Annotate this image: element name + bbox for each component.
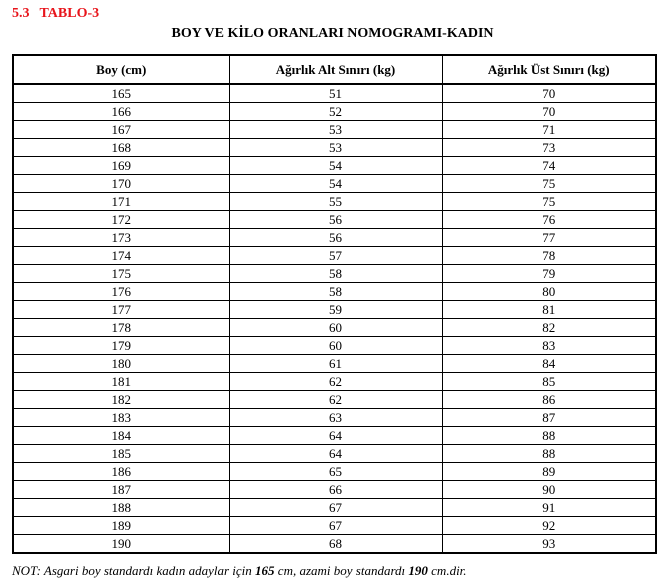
cell-height: 177 — [13, 301, 229, 319]
section-table-label: TABLO-3 — [39, 6, 100, 21]
cell-height: 187 — [13, 481, 229, 499]
cell-weight-min: 62 — [229, 391, 442, 409]
cell-height: 174 — [13, 247, 229, 265]
cell-weight-max: 90 — [442, 481, 656, 499]
cell-weight-max: 83 — [442, 337, 656, 355]
cell-weight-min: 61 — [229, 355, 442, 373]
table-row — [13, 283, 656, 301]
table-body — [13, 84, 656, 553]
note-suffix: cm.dir. — [427, 563, 467, 578]
cell-height: 170 — [13, 175, 229, 193]
table-row — [13, 427, 656, 445]
cell-weight-max: 70 — [442, 103, 656, 121]
table-row — [13, 337, 656, 355]
cell-weight-max: 88 — [442, 445, 656, 463]
cell-weight-max: 88 — [442, 427, 656, 445]
table-row — [13, 391, 656, 409]
cell-weight-min: 62 — [229, 373, 442, 391]
cell-weight-min: 64 — [229, 445, 442, 463]
cell-weight-max: 75 — [442, 175, 656, 193]
cell-weight-min: 54 — [229, 175, 442, 193]
table-row — [13, 409, 656, 427]
header-weight-max: Ağırlık Üst Sınırı (kg) — [442, 55, 656, 84]
cell-height: 172 — [13, 211, 229, 229]
table-row — [13, 535, 656, 554]
cell-height: 166 — [13, 103, 229, 121]
cell-weight-max: 85 — [442, 373, 656, 391]
cell-height: 184 — [13, 427, 229, 445]
cell-weight-min: 58 — [229, 265, 442, 283]
cell-weight-max: 80 — [442, 283, 656, 301]
table-row — [13, 481, 656, 499]
cell-weight-min: 56 — [229, 229, 442, 247]
cell-weight-min: 53 — [229, 139, 442, 157]
cell-weight-max: 79 — [442, 265, 656, 283]
cell-height: 185 — [13, 445, 229, 463]
table-row — [13, 445, 656, 463]
table-row — [13, 301, 656, 319]
section-number: 5.3 — [12, 6, 30, 21]
table-header-row — [13, 55, 656, 84]
cell-weight-max: 81 — [442, 301, 656, 319]
nomogram-table — [12, 54, 657, 554]
footnote — [12, 563, 467, 579]
cell-weight-max: 89 — [442, 463, 656, 481]
cell-weight-max: 70 — [442, 84, 656, 103]
header-weight-min: Ağırlık Alt Sınırı (kg) — [229, 55, 442, 84]
cell-weight-min: 51 — [229, 84, 442, 103]
cell-weight-min: 67 — [229, 517, 442, 535]
cell-weight-min: 60 — [229, 319, 442, 337]
table-row — [13, 121, 656, 139]
cell-height: 175 — [13, 265, 229, 283]
cell-height: 178 — [13, 319, 229, 337]
cell-height: 168 — [13, 139, 229, 157]
cell-weight-max: 75 — [442, 193, 656, 211]
section-label — [12, 6, 109, 22]
cell-height: 173 — [13, 229, 229, 247]
table-row — [13, 103, 656, 121]
table-row — [13, 463, 656, 481]
cell-weight-max: 87 — [442, 409, 656, 427]
cell-height: 176 — [13, 283, 229, 301]
cell-weight-min: 65 — [229, 463, 442, 481]
cell-weight-max: 92 — [442, 517, 656, 535]
table-row — [13, 247, 656, 265]
cell-height: 188 — [13, 499, 229, 517]
cell-weight-min: 66 — [229, 481, 442, 499]
cell-height: 167 — [13, 121, 229, 139]
cell-weight-min: 53 — [229, 121, 442, 139]
cell-height: 180 — [13, 355, 229, 373]
cell-weight-max: 74 — [442, 157, 656, 175]
table-row — [13, 84, 656, 103]
cell-height: 171 — [13, 193, 229, 211]
cell-weight-min: 55 — [229, 193, 442, 211]
cell-height: 190 — [13, 535, 229, 554]
table-row — [13, 265, 656, 283]
table-row — [13, 373, 656, 391]
cell-weight-min: 64 — [229, 427, 442, 445]
cell-height: 181 — [13, 373, 229, 391]
cell-height: 179 — [13, 337, 229, 355]
cell-height: 169 — [13, 157, 229, 175]
cell-weight-max: 71 — [442, 121, 656, 139]
header-height: Boy (cm) — [13, 55, 229, 84]
cell-weight-min: 52 — [229, 103, 442, 121]
table-row — [13, 499, 656, 517]
cell-weight-max: 93 — [442, 535, 656, 554]
cell-weight-min: 56 — [229, 211, 442, 229]
cell-weight-max: 82 — [442, 319, 656, 337]
table-row — [13, 517, 656, 535]
table-row — [13, 139, 656, 157]
cell-height: 182 — [13, 391, 229, 409]
cell-weight-max: 77 — [442, 229, 656, 247]
cell-weight-max: 73 — [442, 139, 656, 157]
table-row — [13, 211, 656, 229]
cell-weight-max: 91 — [442, 499, 656, 517]
note-prefix: NOT: Asgari boy standardı kadın adaylar için — [12, 563, 256, 578]
cell-weight-min: 59 — [229, 301, 442, 319]
page-title: BOY VE KİLO ORANLARI NOMOGRAMI-KADIN — [171, 26, 494, 41]
table-row — [13, 157, 656, 175]
cell-weight-max: 86 — [442, 391, 656, 409]
cell-weight-min: 54 — [229, 157, 442, 175]
cell-weight-max: 76 — [442, 211, 656, 229]
cell-weight-min: 68 — [229, 535, 442, 554]
cell-weight-min: 63 — [229, 409, 442, 427]
table-row — [13, 355, 656, 373]
cell-height: 186 — [13, 463, 229, 481]
cell-weight-min: 57 — [229, 247, 442, 265]
cell-weight-min: 58 — [229, 283, 442, 301]
cell-height: 183 — [13, 409, 229, 427]
table-row — [13, 193, 656, 211]
cell-height: 165 — [13, 84, 229, 103]
note-max-height: 190 — [408, 563, 428, 578]
table-row — [13, 319, 656, 337]
note-middle: cm, azami boy standardı — [274, 563, 409, 578]
table-row — [13, 175, 656, 193]
cell-weight-max: 84 — [442, 355, 656, 373]
cell-weight-min: 60 — [229, 337, 442, 355]
table-row — [13, 229, 656, 247]
cell-height: 189 — [13, 517, 229, 535]
note-min-height: 165 — [255, 563, 275, 578]
cell-weight-max: 78 — [442, 247, 656, 265]
cell-weight-min: 67 — [229, 499, 442, 517]
